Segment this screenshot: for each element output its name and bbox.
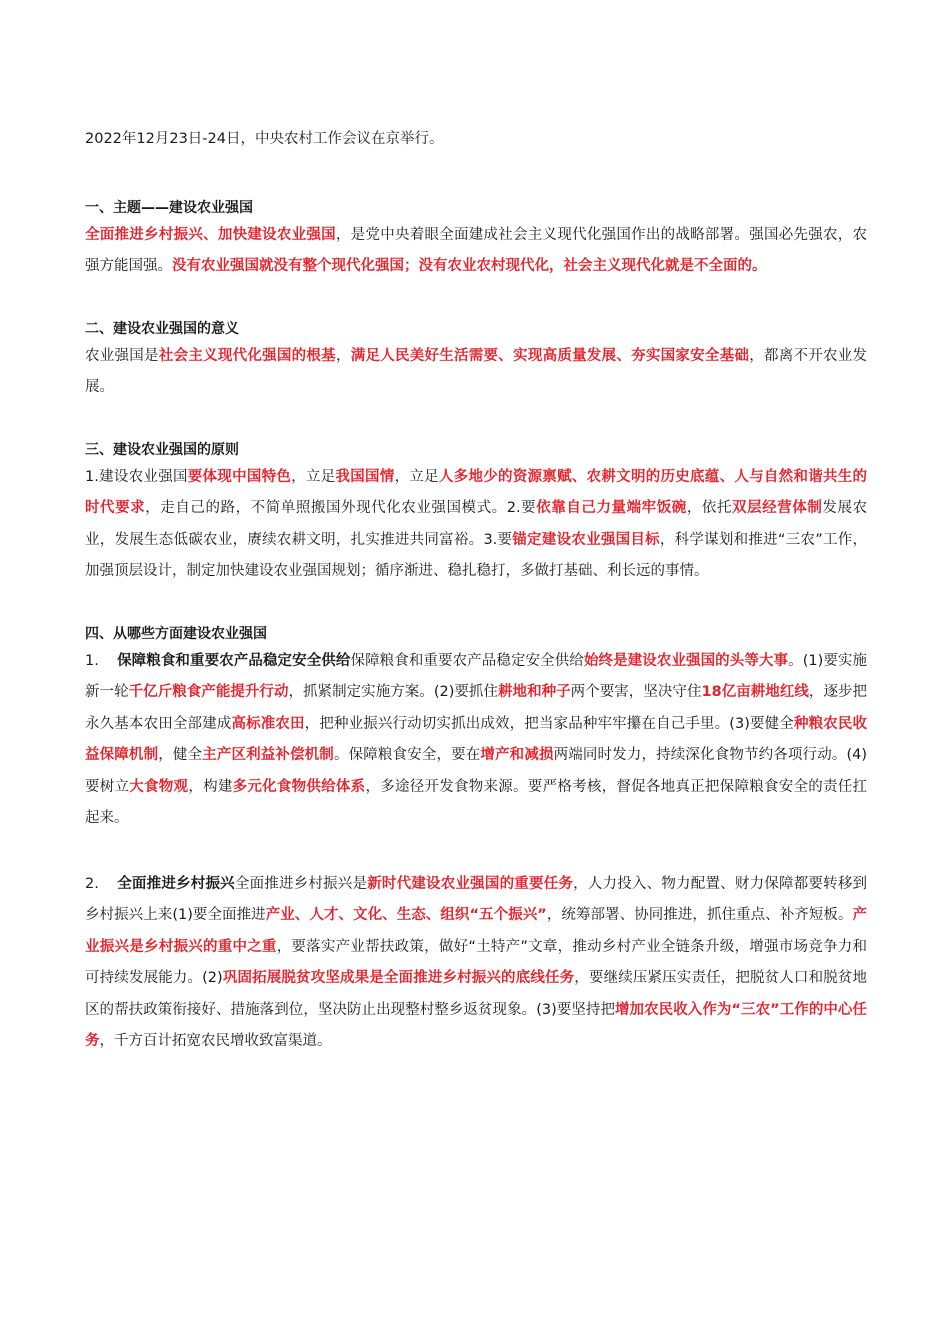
section-paragraph <box>85 462 867 588</box>
body-text: ，科学谋划和推进“三农”工作，加强顶层设计，制定加快建设农业强国规划；循序渐进、稳扎稳打，多做打基础、利长远的事情。 <box>85 531 867 579</box>
highlight-text: 耕地和种子 <box>498 684 571 700</box>
body-text: 两个要害，坚决守住 <box>570 684 702 700</box>
body-text: 两端同时发力，持续深化食物节约各项行动。(4)要树立 <box>85 747 868 795</box>
highlight-text: 始终是建设农业强国的头等大事 <box>583 652 789 669</box>
body-text: 保障粮食和重要农产品稳定安全供给 <box>350 652 584 669</box>
highlight-text: 主产区利益补偿机制 <box>202 747 334 763</box>
section-principles <box>85 438 867 588</box>
intro-line: 2022年12月23日-24日，中央农村工作会议在京举行。 <box>85 131 444 147</box>
body-text: ，立足 <box>394 468 439 485</box>
item-number: 1. <box>85 652 99 669</box>
highlight-text: 增产和减损 <box>480 747 554 763</box>
section-paragraph <box>85 646 867 835</box>
highlight-text: 没有农业强国就没有整个现代化强国；没有农业农村现代化，社会主义现代化就是不全面的。 <box>172 258 767 274</box>
section-theme <box>85 196 867 283</box>
section-paragraph <box>85 341 867 404</box>
section-aspects <box>85 622 867 835</box>
body-text: ，立足 <box>291 468 336 485</box>
section-aspects-item-2 <box>85 869 867 1058</box>
body-text: ，抓紧制定实施方案。(2)要抓住 <box>288 684 498 700</box>
body-text: ，健全 <box>158 747 203 763</box>
highlight-text: 锚定建设农业强国目标 <box>512 531 660 548</box>
body-text: 1.建设农业强国 <box>85 468 188 485</box>
highlight-text: 增加农民收入作为“三农”工作的中心任务 <box>85 1001 867 1049</box>
section-paragraph <box>85 220 867 283</box>
body-text: 发展农业，发展生态低碳农业，赓续农耕文明，扎实推进共同富裕。3.要 <box>85 500 868 548</box>
highlight-text: 18亿亩耕地红线 <box>701 684 809 700</box>
highlight-text: 社会主义现代化强国的根基 <box>158 347 336 364</box>
body-text: 全面推进乡村振兴是 <box>234 875 368 892</box>
body-text: ，是党中央着眼全面建成社会主义现代化强国作出的战略部署。强国必先强农，农强方能国强。 <box>85 226 868 274</box>
section-heading: 三、建设农业强国的原则 <box>85 441 239 458</box>
highlight-text: 种粮农民收益保障机制 <box>85 715 868 763</box>
body-text: ，多途径开发食物来源。要严格考核，督促各地真正把保障粮食安全的责任扛起来。 <box>85 778 868 826</box>
body-text: 农业强国是 <box>85 347 159 364</box>
bold-text: 保障粮食和重要农产品稳定安全供给 <box>117 652 351 669</box>
section-paragraph <box>85 869 867 1058</box>
body-text: ，构建 <box>188 778 233 795</box>
highlight-text: 高标准农田 <box>231 715 305 732</box>
item-number: 2. <box>85 875 99 892</box>
highlight-text: 巩固拓展脱贫攻坚成果是全面推进乡村振兴的底线任务 <box>222 970 575 986</box>
section-heading: 一、主题——建设农业强国 <box>85 199 253 216</box>
body-text: ，统筹部署、协同推进，抓住重点、补齐短板。 <box>546 907 853 923</box>
highlight-text: 多元化食物供给体系 <box>232 778 366 795</box>
body-text: ，把种业振兴行动切实抓出成效，把当家品种牢牢攥在自己手里。(3)要健全 <box>304 715 794 732</box>
bold-text: 全面推进乡村振兴 <box>117 875 235 892</box>
body-text: ，依托 <box>686 500 733 516</box>
document-page <box>85 124 867 1092</box>
body-text: ，要继续压紧压实责任，把脱贫人口和脱贫地区的帮扶政策衔接好、措施落到位，坚决防止出现整村整乡返贫现象。(3)要坚持把 <box>85 970 868 1018</box>
highlight-text: 双层经营体制 <box>732 500 823 516</box>
highlight-text: 千亿斤粮食产能提升行动 <box>128 684 289 700</box>
body-text: ，千方百计拓宽农民增收致富渠道。 <box>99 1033 332 1049</box>
body-text: 。(1)要实施新一轮 <box>85 652 868 700</box>
highlight-text: 依靠自己力量端牢饭碗 <box>536 500 687 516</box>
section-heading: 四、从哪些方面建设农业强国 <box>85 625 267 642</box>
highlight-text: 产业振兴是乡村振兴的重中之重 <box>85 907 868 955</box>
body-text: ，逐步把永久基本农田全部建成 <box>85 684 868 732</box>
body-text: ，都离不开农业发展。 <box>85 347 868 395</box>
body-text: ，要落实产业帮扶政策，做好“土特产”文章，推动乡村产业全链条升级，增强市场竞争力和可持续发展能力。(2) <box>85 938 867 986</box>
section-significance <box>85 317 867 404</box>
body-text: ，人力投入、物力配置、财力保障都要转移到乡村振兴上来(1)要全面推进 <box>85 875 868 923</box>
highlight-text: 产业、人才、文化、生态、组织“五个振兴” <box>265 907 547 923</box>
highlight-text: 我国国情 <box>335 468 395 485</box>
highlight-text: 人多地少的资源禀赋、农耕文明的历史底蕴、人与自然和谐共生的时代要求 <box>85 468 868 516</box>
section-heading: 二、建设农业强国的意义 <box>85 320 239 337</box>
highlight-text: 满足人民美好生活需要、实现高质量发展、夯实国家安全基础 <box>350 347 750 364</box>
body-text: ， <box>335 347 351 364</box>
body-text: ，走自己的路，不简单照搬国外现代化农业强国模式。2.要 <box>145 500 537 516</box>
highlight-text: 大食物观 <box>129 778 189 795</box>
highlight-text: 要体现中国特色 <box>187 468 292 485</box>
body-text: 。保障粮食安全，要在 <box>333 747 481 763</box>
highlight-text: 新时代建设农业强国的重要任务 <box>367 875 574 892</box>
highlight-text: 全面推进乡村振兴、加快建设农业强国 <box>85 226 336 243</box>
